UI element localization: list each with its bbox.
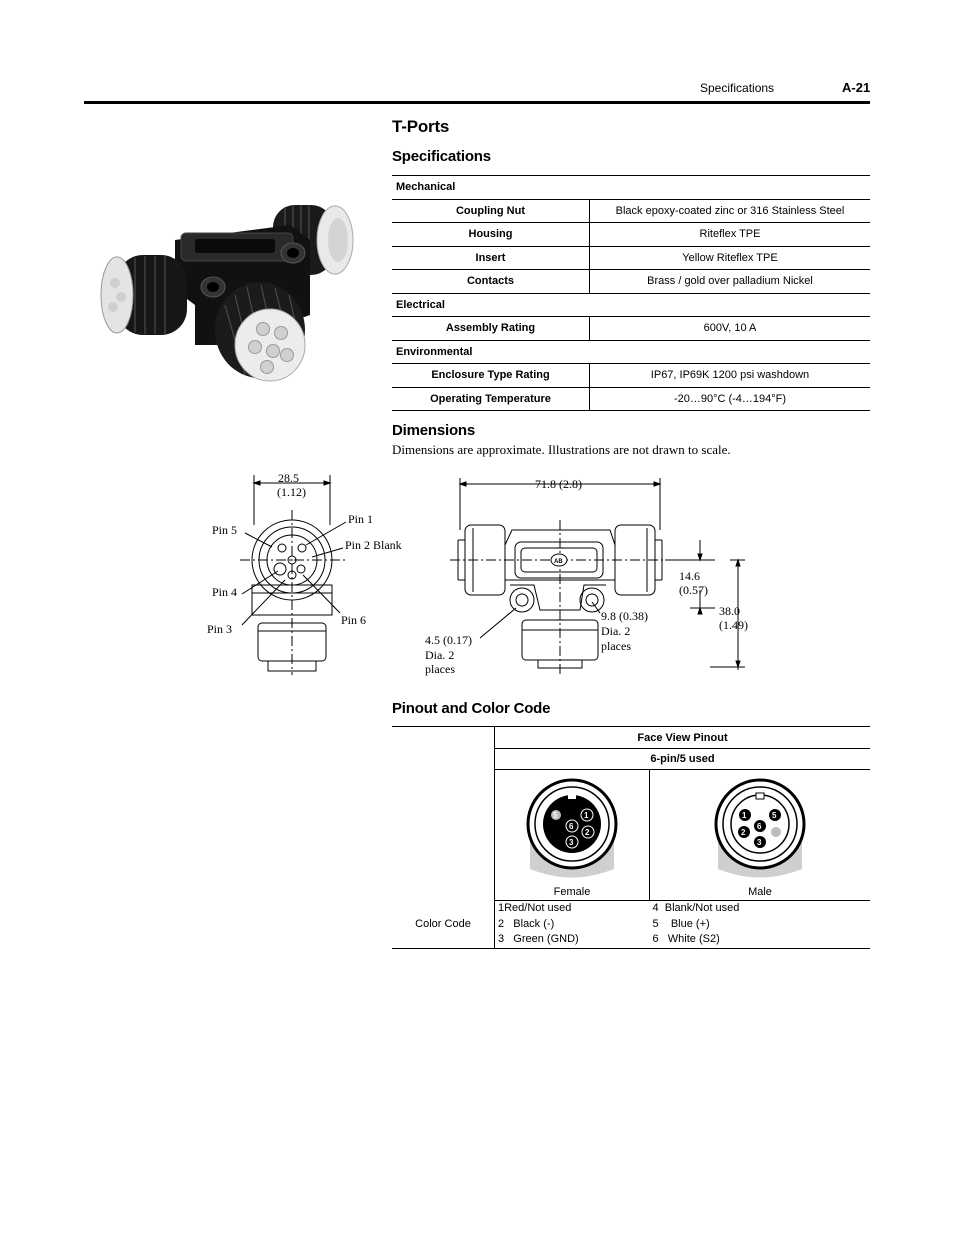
svg-text:6: 6 xyxy=(569,822,574,831)
page-number: A-21 xyxy=(842,80,871,95)
specifications-table xyxy=(392,175,870,411)
spec-group-environmental: Environmental xyxy=(392,340,870,364)
spec-group-mechanical: Mechanical xyxy=(392,176,870,200)
pin5-label: Pin 5 xyxy=(212,523,238,537)
spec-value: IP67, IP69K 1200 psi washdown xyxy=(590,364,871,388)
dimensions-heading: Dimensions xyxy=(392,422,476,439)
female-face-diagram xyxy=(522,774,622,884)
large-hole-label: places xyxy=(601,639,631,653)
height1-in-label: (0.57) xyxy=(679,583,708,597)
spec-group-electrical: Electrical xyxy=(392,293,870,317)
spec-label: Operating Temperature xyxy=(392,387,590,411)
svg-text:3: 3 xyxy=(569,838,574,847)
color-entry: 4 Blank/Not used xyxy=(652,902,740,914)
pin4-label: Pin 4 xyxy=(212,585,238,599)
pin3-label: Pin 3 xyxy=(207,622,233,636)
svg-text:5: 5 xyxy=(772,811,777,820)
front-width-in: (1.12) xyxy=(277,485,306,499)
pin-config-header: 6-pin/5 used xyxy=(495,749,871,770)
running-header-section: Specifications xyxy=(700,81,775,95)
bottom-connector xyxy=(215,282,305,381)
color-entry: 3 Green (GND) xyxy=(498,933,579,945)
female-label: Female xyxy=(553,886,591,898)
spec-label: Assembly Rating xyxy=(392,317,590,341)
spec-label: Contacts xyxy=(392,270,590,294)
t-port-product-photo xyxy=(95,195,360,395)
pinout-heading: Pinout and Color Code xyxy=(392,700,551,717)
spec-label: Housing xyxy=(392,223,590,247)
male-face-diagram xyxy=(710,774,810,884)
dimensions-note: Dimensions are approximate. Illustrations are not drawn to scale. xyxy=(392,442,731,457)
height2-in-label: (1.49) xyxy=(719,618,748,632)
color-entry: 1Red/Not used xyxy=(498,902,572,914)
spec-label: Insert xyxy=(392,246,590,270)
spec-label: Enclosure Type Rating xyxy=(392,364,590,388)
color-entry: 5 Blue (+) xyxy=(652,917,710,930)
color-entry: 2 Black (-) xyxy=(498,917,555,930)
male-label: Male xyxy=(748,886,772,898)
pinout-table xyxy=(392,726,870,949)
small-hole-label: 4.5 (0.17) xyxy=(425,633,472,647)
svg-text:1: 1 xyxy=(742,811,747,820)
front-view-drawing xyxy=(200,465,420,685)
height1-mm-label: 14.6 xyxy=(679,569,700,583)
small-hole-label: Dia. 2 xyxy=(425,648,455,662)
large-hole-label: Dia. 2 xyxy=(601,624,631,638)
page-title: T-Ports xyxy=(392,117,450,136)
spec-label: Coupling Nut xyxy=(392,199,590,223)
pin2-label: Pin 2 Blank xyxy=(345,538,402,552)
color-entry: 6 White (S2) xyxy=(652,933,720,945)
svg-text:2: 2 xyxy=(585,828,590,837)
spec-value: Black epoxy-coated zinc or 316 Stainless Steel xyxy=(590,199,871,223)
svg-text:2: 2 xyxy=(741,828,746,837)
height2-mm-label: 38.0 xyxy=(719,604,740,618)
spec-value: Yellow Riteflex TPE xyxy=(590,246,871,270)
small-hole-label: places xyxy=(425,662,455,676)
svg-text:6: 6 xyxy=(757,822,762,831)
face-view-header: Face View Pinout xyxy=(495,727,871,749)
spec-value: Riteflex TPE xyxy=(590,223,871,247)
svg-text:1: 1 xyxy=(584,811,589,820)
left-connector xyxy=(101,255,187,335)
side-length-label: 71.8 (2.8) xyxy=(535,477,582,491)
header-rule xyxy=(84,101,870,104)
front-width-mm: 28.5 xyxy=(278,471,299,485)
large-hole-label: 9.8 (0.38) xyxy=(601,609,648,623)
ab-logo: AB xyxy=(554,559,563,565)
svg-text:3: 3 xyxy=(757,838,762,847)
specifications-heading: Specifications xyxy=(392,148,491,165)
spec-value: -20…90°C (-4…194°F) xyxy=(590,387,871,411)
pin6-label: Pin 6 xyxy=(341,613,367,627)
spec-value: Brass / gold over palladium Nickel xyxy=(590,270,871,294)
pin1-label: Pin 1 xyxy=(348,512,374,526)
side-view-drawing xyxy=(420,470,760,680)
svg-text:5: 5 xyxy=(553,811,558,820)
color-code-label: Color Code xyxy=(392,901,495,949)
spec-value: 600V, 10 A xyxy=(590,317,871,341)
